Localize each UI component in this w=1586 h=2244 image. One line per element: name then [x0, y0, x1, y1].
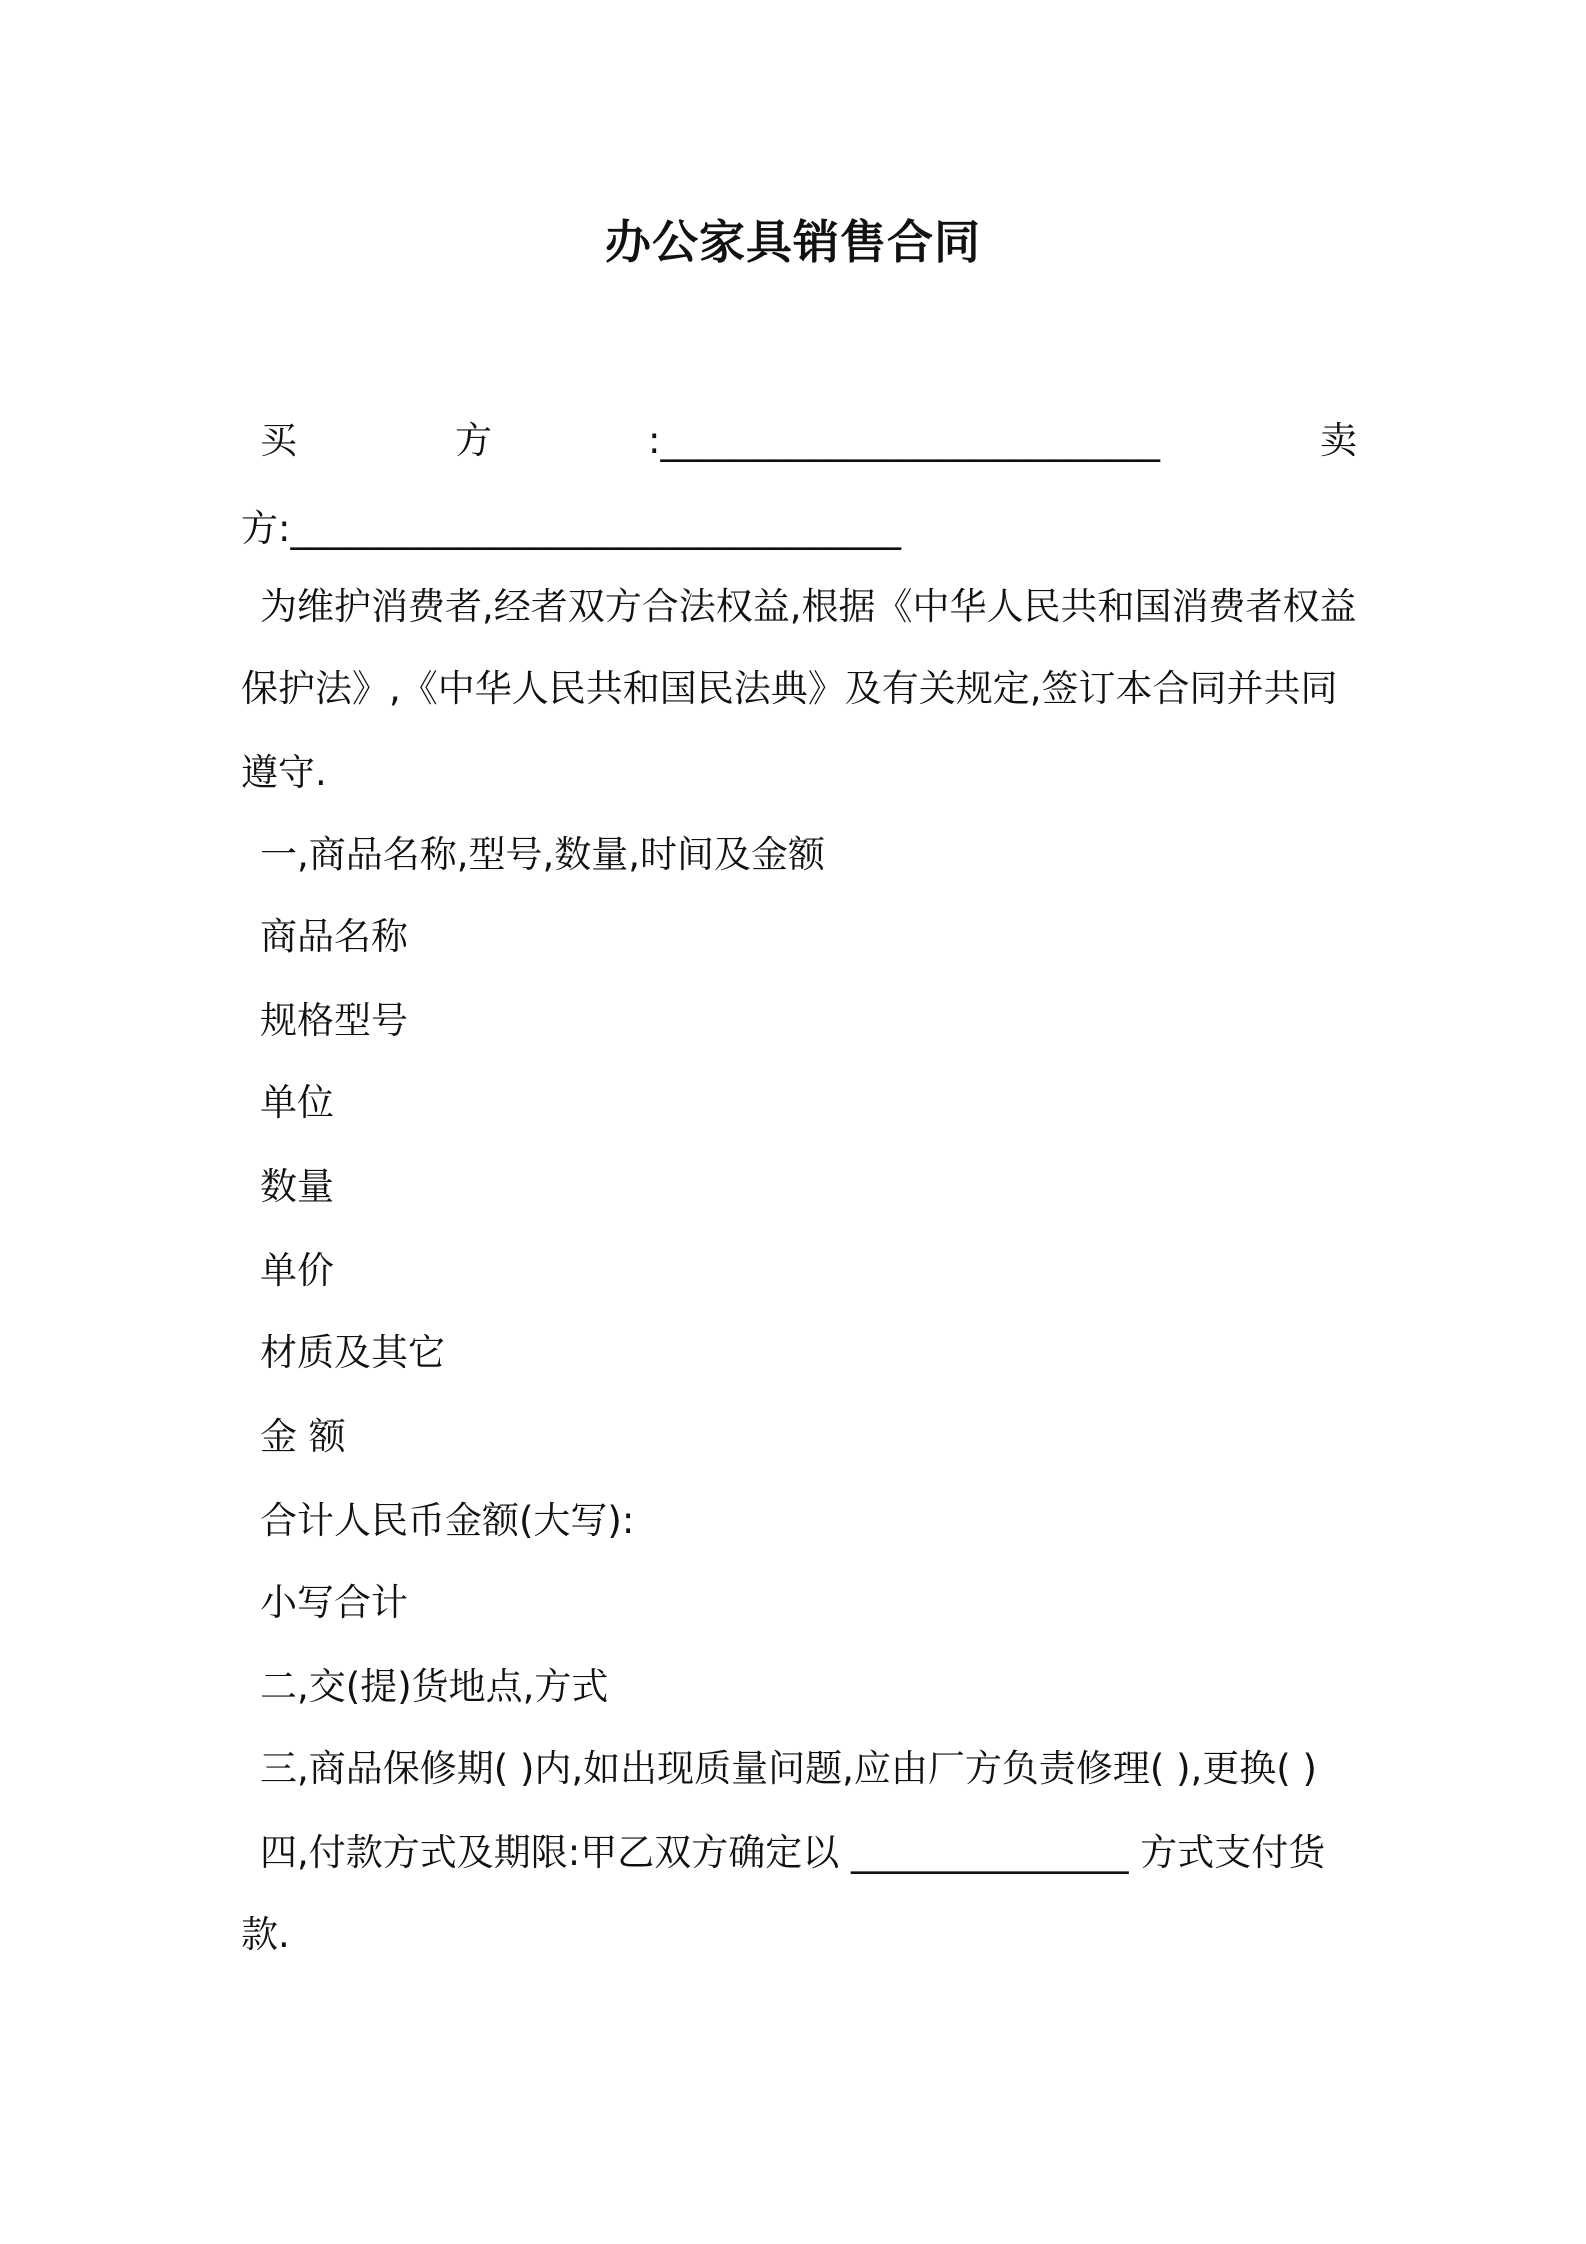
- item-unit-price: 单价: [260, 1249, 334, 1292]
- section-1-heading: 一,商品名称,型号,数量,时间及金额: [260, 833, 826, 876]
- section-4-line-2: 款.: [241, 1913, 290, 1956]
- preamble-line-2: 保护法》,《中华人民共和国民法典》及有关规定,签订本合同并共同: [241, 667, 1338, 710]
- item-material: 材质及其它: [260, 1331, 445, 1374]
- item-product-name: 商品名称: [260, 915, 408, 958]
- item-unit: 单位: [260, 1081, 334, 1124]
- section-3: 三,商品保修期( )内,如出现质量问题,应由厂方负责修理( ),更换( ): [260, 1747, 1317, 1790]
- seller-label-char-1: 卖: [1320, 419, 1357, 462]
- item-total-lowercase: 小写合计: [260, 1581, 408, 1624]
- seller-line: 方:_________________________________: [241, 507, 901, 550]
- preamble-line-3: 遵守.: [241, 751, 327, 794]
- party-row: [260, 416, 1357, 466]
- item-quantity: 数量: [260, 1165, 334, 1208]
- preamble-line-1: 为维护消费者,经者双方合法权益,根据《中华人民共和国消费者权益: [260, 585, 1357, 628]
- section-4-line-1: 四,付款方式及期限:甲乙双方确定以 _______________ 方式支付货: [260, 1831, 1326, 1874]
- item-amount: 金 额: [260, 1415, 346, 1458]
- buyer-label-char-1: 买: [260, 419, 297, 462]
- section-2: 二,交(提)货地点,方式: [260, 1665, 609, 1708]
- item-spec-model: 规格型号: [260, 999, 408, 1042]
- buyer-blank: :___________________________: [648, 419, 1160, 462]
- document-title: 办公家具销售合同: [605, 215, 981, 269]
- item-total-uppercase: 合计人民币金额(大写):: [260, 1499, 635, 1542]
- buyer-label-char-2: 方: [455, 419, 492, 462]
